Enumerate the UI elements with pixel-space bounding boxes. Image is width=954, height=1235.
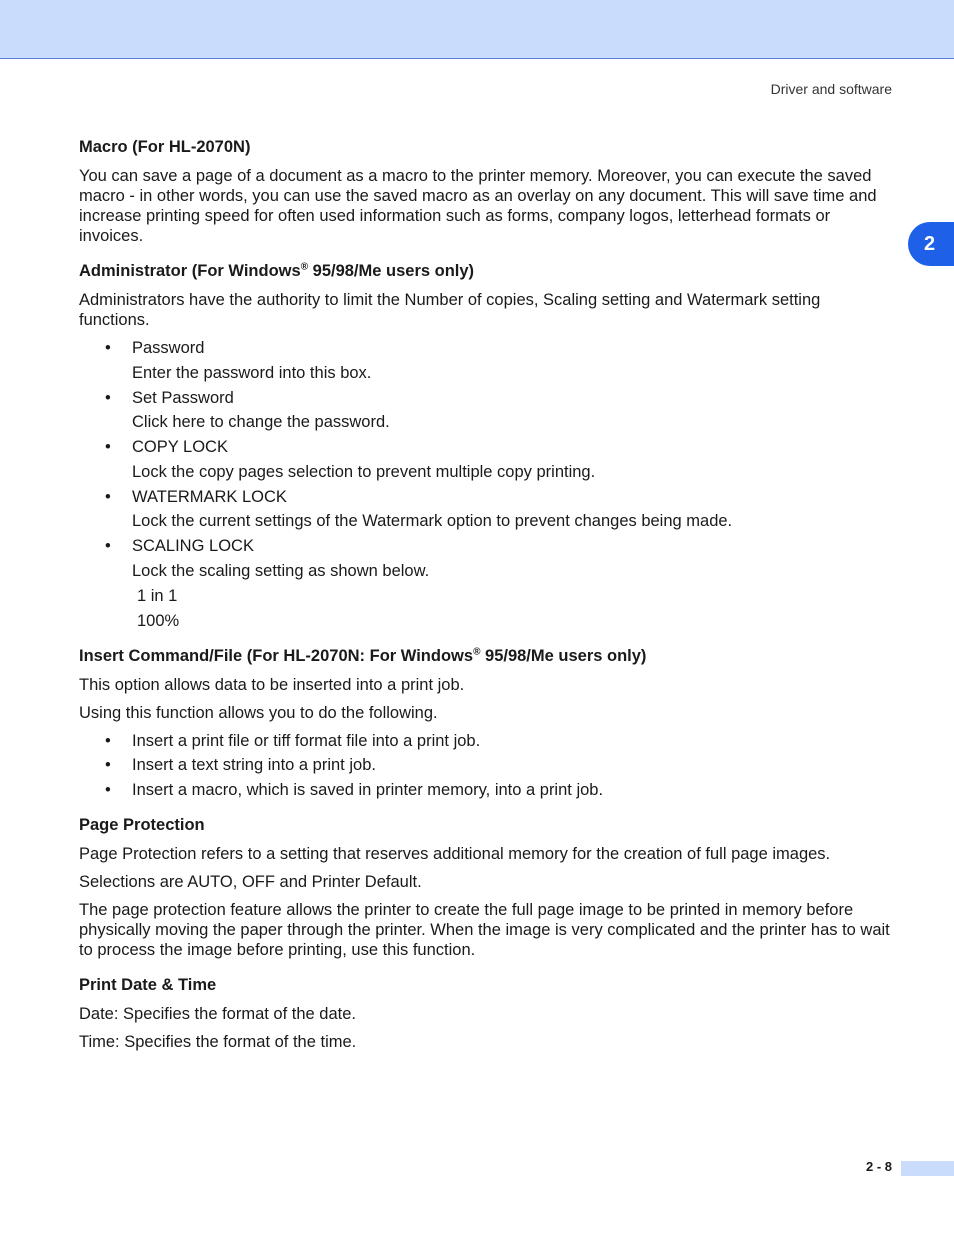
paragraph: Using this function allows you to do the following. xyxy=(79,703,438,722)
list-item: • Insert a text string into a print job. xyxy=(105,756,376,774)
list-item: • Insert a print file or tiff format file into a print job. xyxy=(105,731,481,750)
list-item: • Password xyxy=(105,339,205,357)
paragraph: This option allows data to be inserted into a print job. xyxy=(79,675,465,694)
scaling-value: 1 in 1 xyxy=(137,586,178,605)
list-item: • SCALING LOCK xyxy=(105,537,254,555)
paragraph: Date: Specifies the format of the date. xyxy=(79,1004,356,1023)
paragraph: Time: Specifies the format of the time. xyxy=(79,1032,357,1051)
admin-list xyxy=(79,388,894,408)
paragraph: Selections are AUTO, OFF and Printer Default. xyxy=(79,872,422,891)
item-description: Lock the scaling setting as shown below. xyxy=(132,561,430,580)
paragraph: Page Protection refers to a setting that reserves additional memory for the creation of full page images. xyxy=(79,844,831,863)
chapter-tab: 2 xyxy=(908,222,954,266)
admin-list xyxy=(79,487,894,507)
section-macro xyxy=(79,138,894,246)
section-print-date-time xyxy=(79,976,894,1052)
page-number: 2 - 8 xyxy=(865,1159,892,1174)
paragraph: Administrators have the authority to limit the Number of copies, Scaling setting and Watermark setting functions. xyxy=(79,291,821,329)
admin-list xyxy=(79,437,894,457)
item-description: Click here to change the password. xyxy=(132,413,390,431)
heading-page-protection: Page Protection xyxy=(79,815,205,834)
paragraph: You can save a page of a document as a macro to the printer memory. Moreover, you can execute the saved macro - in other words, you can use the saved macro as an overlay on any document. This will save time and increase printing speed for often used information such as forms, company logos, letterhead formats or invoices. xyxy=(79,167,877,245)
heading-insert-command: Insert Command/File (For HL-2070N: For Windows® 95/98/Me users only) xyxy=(79,646,647,665)
heading-macro: Macro (For HL-2070N) xyxy=(79,138,251,156)
list-item: • Insert a macro, which is saved in printer memory, into a print job. xyxy=(105,780,604,799)
admin-list xyxy=(79,338,894,358)
item-description: Lock the copy pages selection to prevent multiple copy printing. xyxy=(132,462,596,481)
running-header: Driver and software xyxy=(770,81,892,97)
heading-print-date-time: Print Date & Time xyxy=(79,975,217,994)
section-administrator xyxy=(79,262,894,631)
heading-administrator: Administrator (For Windows® 95/98/Me users only) xyxy=(79,261,475,280)
item-description: Enter the password into this box. xyxy=(132,363,372,382)
list-item: • Set Password xyxy=(105,388,234,407)
list-item: • COPY LOCK xyxy=(105,438,228,456)
scaling-value: 100% xyxy=(137,611,180,630)
page-content xyxy=(79,138,894,1068)
list-item: • WATERMARK LOCK xyxy=(105,487,287,506)
footer-bar xyxy=(901,1161,954,1176)
paragraph: The page protection feature allows the printer to create the full page image to be printed in memory before physically moving the paper through the printer. When the image is very complicated and the printer has to wait to process the image before printing, use this function. xyxy=(79,900,890,959)
insert-list xyxy=(79,731,894,800)
section-insert-command xyxy=(79,647,894,800)
header-band xyxy=(0,0,954,59)
section-page-protection xyxy=(79,816,894,960)
admin-list xyxy=(79,536,894,556)
item-description: Lock the current settings of the Watermark option to prevent changes being made. xyxy=(132,512,733,530)
